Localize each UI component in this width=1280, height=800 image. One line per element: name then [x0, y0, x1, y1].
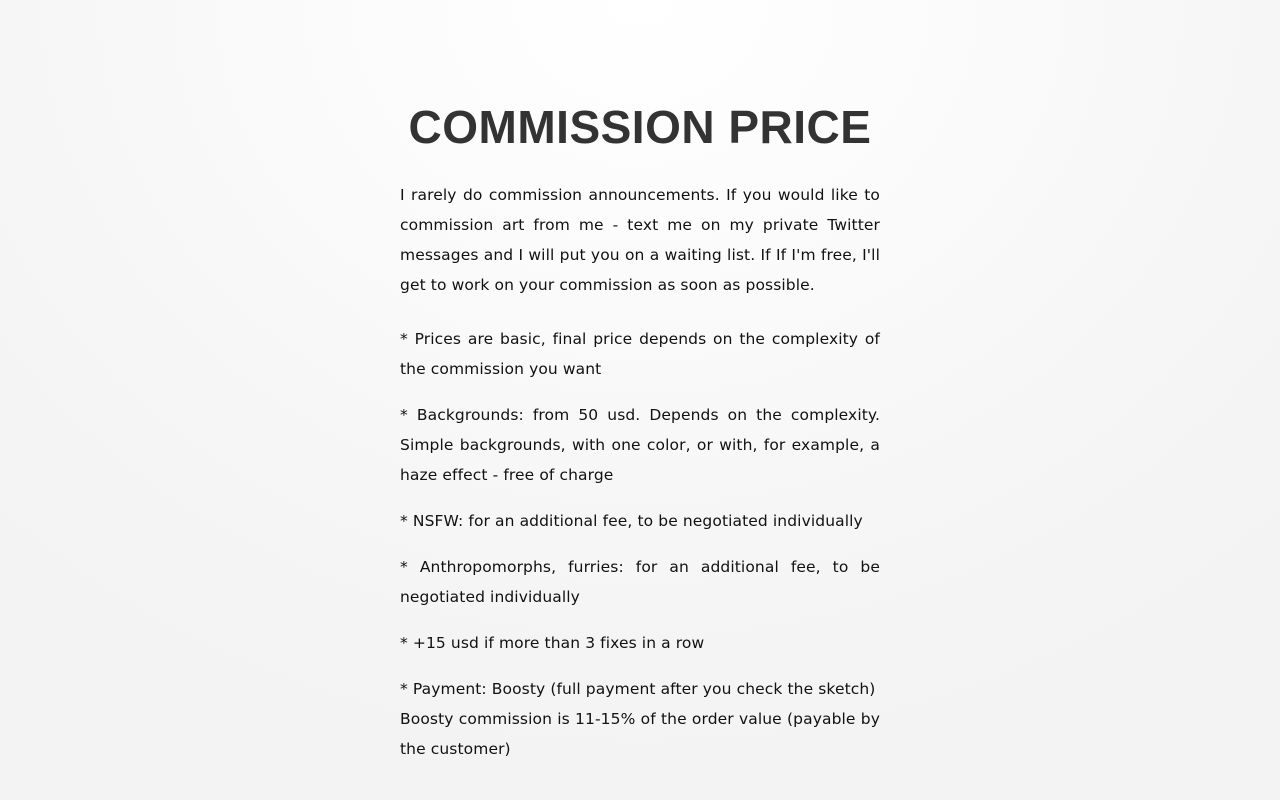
note-nsfw: * NSFW: for an additional fee, to be negotiated individually — [400, 512, 863, 530]
intro-paragraph: I rarely do commission announcements. If you would like to commission art from me - text me on my private Twitter messages and I will put you on a waiting list. If If I'm free, I'll get to work on your commission as soon as possible. — [400, 186, 880, 294]
note-anthropomorphs: * Anthropomorphs, furries: for an additional fee, to be negotiated individually — [400, 558, 880, 606]
page-title: COMMISSION PRICE — [408, 101, 872, 153]
note-boosty-commission: Boosty commission is 11-15% of the order value (payable by the customer) — [400, 710, 880, 758]
note-prices-basic: * Prices are basic, final price depends on the complexity of the commission you want — [400, 330, 880, 378]
commission-content — [400, 180, 880, 764]
note-backgrounds: * Backgrounds: from 50 usd. Depends on the complexity. Simple backgrounds, with one color, or with, for example, a haze effect - free of charge — [400, 406, 880, 484]
note-fixes-fee: * +15 usd if more than 3 fixes in a row — [400, 634, 705, 652]
note-payment: * Payment: Boosty (full payment after you check the sketch) — [400, 680, 876, 698]
